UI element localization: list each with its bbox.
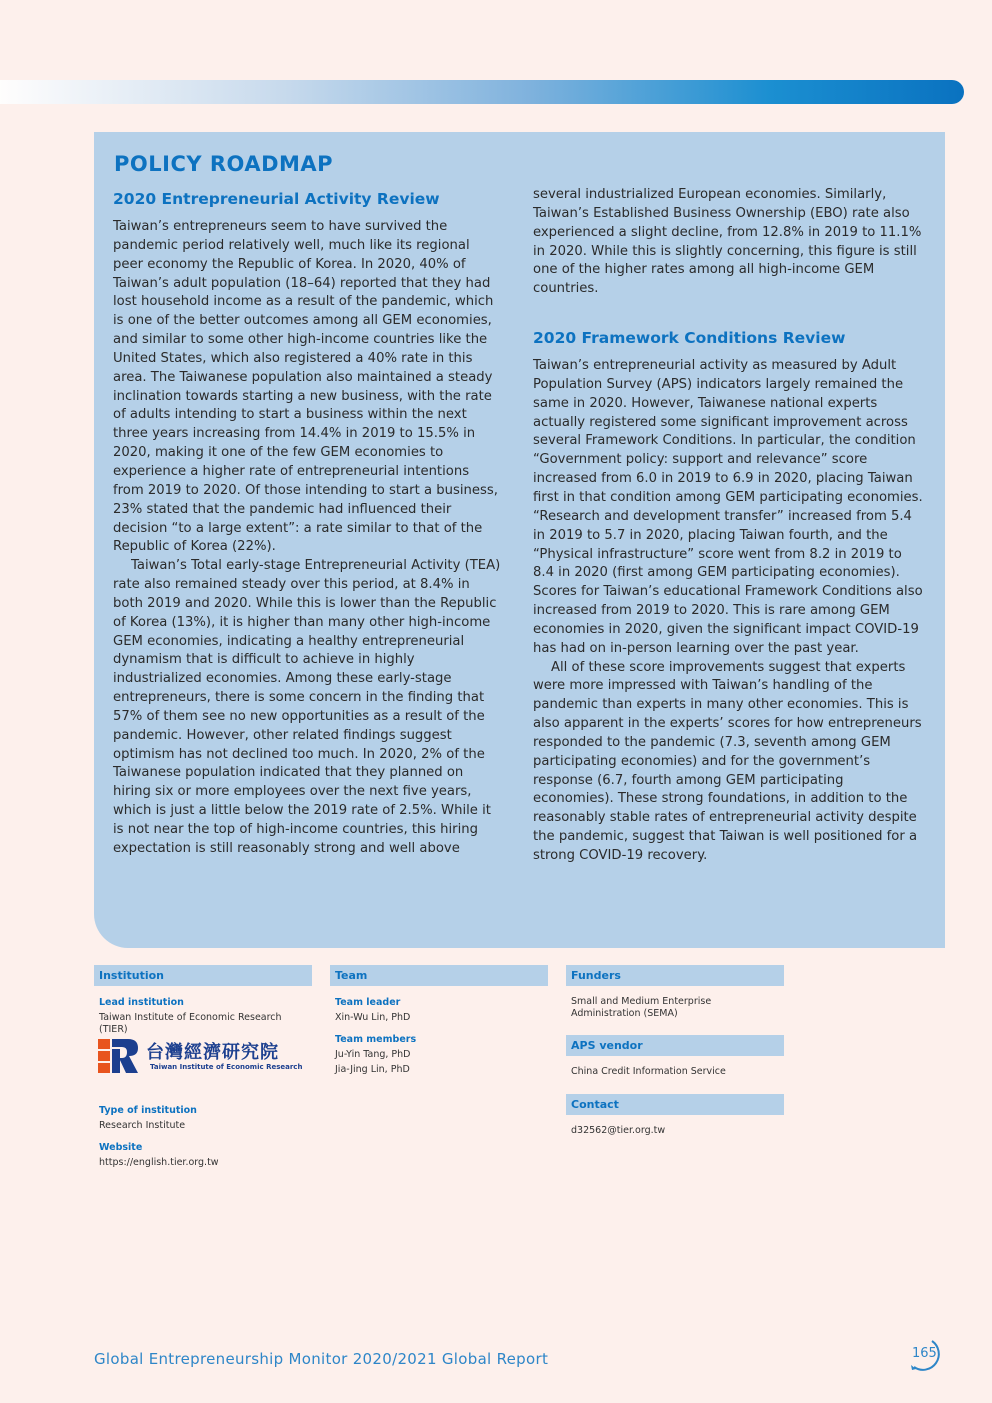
funders-value: Small and Medium Enterprise Administration (SEMA) [571, 996, 712, 1019]
institution-header: Institution [94, 965, 312, 986]
contact-header: Contact [566, 1094, 784, 1115]
framework-review-paragraph-1: Taiwan’s entrepreneurial activity as measured by Adult Population Survey (APS) indicators largely remained the same in 2020. However, Taiwanese national experts actually registered some significant improvement across several Framework Conditions. In particular, the condition “Government policy: support and relevance” score increased from 6.0 in 2019 to 6.9 in 2020, placing Taiwan first in that condition among GEM participating economies. “Research and development transfer” increased from 5.4 in 2019 to 5.7 in 2020, placing Taiwan fourth, and the “Physical infrastructure” score went from 8.2 in 2019 to 8.4 in 2020 (first among GEM participating economies). Scores for Taiwan’s educational Framework Conditions also increased from 2019 to 2020. This is rare among GEM economies in 2020, given the significant impact COVID-19 has had on in-person learning over the past year. [533, 358, 923, 656]
type-of-institution-label: Type of institution [99, 1105, 197, 1116]
team-members-label: Team members [335, 1034, 417, 1045]
tier-logo-chinese-text: 台灣經濟研究院 [146, 1042, 279, 1063]
framework-review-heading: 2020 Framework Conditions Review [533, 329, 846, 348]
tier-logo [98, 1039, 303, 1075]
lead-institution-label: Lead institution [99, 997, 184, 1008]
team-header: Team [330, 965, 548, 986]
funders-header: Funders [566, 965, 784, 986]
team-leader-value: Xin-Wu Lin, PhD [335, 1012, 411, 1023]
activity-review-paragraph-3: several industrialized European economies. Similarly, Taiwan’s Established Business Ownership (EBO) rate also experienced a slight decline, from 12.8% in 2019 to 11.1% in 2020. While this is slightly concerning, this figure is still one of the higher rates among all high-income GEM countries. [533, 187, 922, 297]
team-leader-label: Team leader [335, 997, 401, 1008]
type-of-institution-value: Research Institute [99, 1120, 186, 1131]
institution-panel [94, 965, 312, 1176]
activity-review-paragraph-2: Taiwan’s Total early-stage Entrepreneurial Activity (TEA) rate also remained steady over this period, at 8.4% in both 2019 and 2020. While this is lower than the Republic of Korea (13%), it is higher than many other high-income GEM economies, indicating a healthy entrepreneurial dynamism that is difficult to achieve in highly industrialized economies. Among these early-stage entrepreneurs, there is some concern in the finding that 57% of them see no new opportunities as a result of the pandemic. However, other related findings suggest optimism has not declined too much. In 2020, 2% of the Taiwanese population indicated that they planned on hiring six or more employees over the next five years, which is just a little below the 2019 rate of 2.5%. While it is not near the top of high-income countries, this hiring expectation is still reasonably strong and well above [113, 558, 501, 856]
roadmap-right-column [533, 186, 923, 866]
aps-vendor-header: APS vendor [566, 1035, 784, 1056]
team-member-2: Jia-Jing Lin, PhD [335, 1064, 410, 1075]
activity-review-heading: 2020 Entrepreneurial Activity Review [113, 190, 440, 208]
tier-logo-english-text: Taiwan Institute of Economic Research [150, 1063, 303, 1071]
lead-institution-value: Taiwan Institute of Economic Research (TIER) [99, 1012, 282, 1035]
contact-panel [566, 1094, 784, 1137]
activity-review-paragraph-1: Taiwan’s entrepreneurs seem to have survived the pandemic period relatively well, much like its regional peer economy the Republic of Korea. In 2020, 40% of Taiwan’s adult population (18–64) reported that they had lost household income as a result of the pandemic, which is one of the better outcomes among all GEM economies, and similar to some other high-income countries like the United States, which also registered a 40% rate in this area. The Taiwanese population also maintained a steady inclination towards starting a new business, with the rate of adults intending to start a business within the next three years increasing from 14.4% in 2019 to 15.5% in 2020, making it one of the few GEM economies to experience a higher rate of entrepreneurial intentions from 2019 to 2020. Of those intending to start a business, 23% stated that the pandemic had influenced their decision “to a large extent”: a rate similar to that of the Republic of Korea (22%). [113, 219, 498, 555]
funders-panel [566, 965, 784, 1020]
contact-email-link[interactable]: d32562@tier.org.tw [571, 1125, 666, 1136]
page-number-badge [906, 1338, 946, 1372]
website-label: Website [99, 1142, 143, 1153]
team-panel [330, 965, 548, 1106]
tier-logo-mark-icon [98, 1039, 140, 1073]
footer-report-title: Global Entrepreneurship Monitor 2020/2021 Global Report [94, 1350, 549, 1368]
policy-roadmap-box [94, 132, 945, 948]
team-member-1: Ju-Yin Tang, PhD [335, 1049, 411, 1060]
header-gradient-band [0, 80, 964, 104]
roadmap-title: POLICY ROADMAP [114, 152, 334, 176]
roadmap-left-column [113, 190, 503, 859]
website-link[interactable]: https://english.tier.org.tw [99, 1157, 219, 1168]
aps-vendor-value: China Credit Information Service [571, 1066, 726, 1077]
aps-vendor-panel [566, 1035, 784, 1078]
framework-review-paragraph-2: All of these score improvements suggest that experts were more impressed with Taiwan’s handling of the pandemic than experts in many other economies. This is also apparent in the experts’ scores for how entrepreneurs responded to the pandemic (7.3, seventh among GEM participating economies) and for the government’s response (6.7, fourth among GEM participating economies). These strong foundations, in addition to the reasonably stable rates of entrepreneurial activity despite the pandemic, suggest that Taiwan is well positioned for a strong COVID-19 recovery. [533, 659, 922, 863]
page-number: 165 [912, 1346, 937, 1361]
